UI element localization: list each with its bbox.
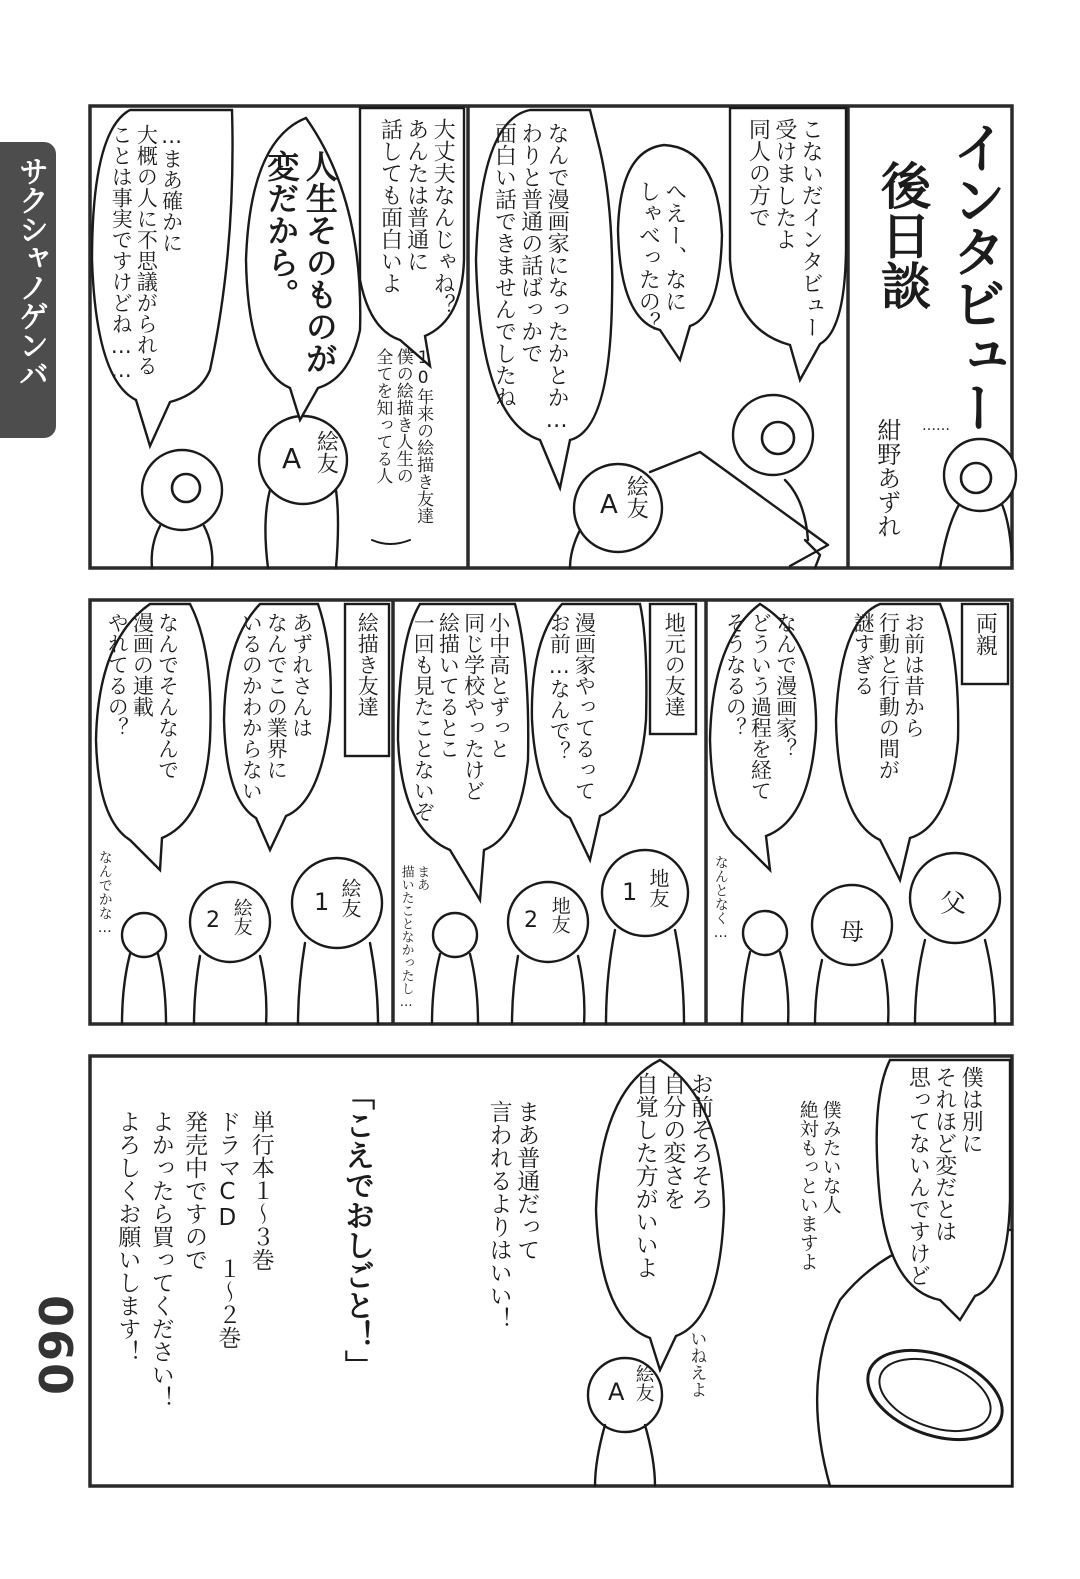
text-local-1: 漫画家やってるって お前…なんで？ [547, 612, 597, 801]
note-arrow [372, 540, 410, 544]
author-figure-local [432, 913, 478, 1024]
artist-label-2: 絵友 [230, 898, 253, 936]
title-line1: インタビュー [943, 120, 1007, 432]
text-parents-2: なんで漫画家？ どういう過程を経て そうなるの？ [723, 612, 798, 801]
page-number: 060 [28, 1295, 82, 1398]
father-figure [910, 853, 1000, 1024]
friend-mark-desk: A [600, 490, 618, 520]
local-label-1: 地友 [646, 868, 670, 908]
friend-mark-row3: A [608, 1378, 625, 1406]
reply-local: まあ 描いたことなかったし… [398, 865, 430, 1010]
text-parents-1: お前は昔から 行動と行動の間が 謎すぎる [851, 612, 926, 780]
local-label-2: 地友 [548, 896, 571, 934]
artist-mark-1: 1 [314, 888, 330, 916]
reply-parents: なんとなく… [712, 855, 729, 941]
promo-title: 「こえでおしごと！」 [339, 1080, 374, 1380]
text-row1-5: 人生そのものが 変だから。 [262, 150, 339, 374]
author-figure-parents [742, 911, 788, 1024]
local-friend-1 [602, 850, 688, 1024]
text-row3-reply: まあ普通だって 言われるよりはいい！ [485, 1100, 540, 1330]
mother-figure [812, 885, 892, 1024]
text-artists-2: なんでそんなんで 漫画の連載 やれてるの？ [105, 612, 180, 780]
series-title: サクシャノゲンバ [13, 156, 48, 388]
author-name: 紺野あずれ [872, 418, 901, 538]
text-artists-1: あずれさんは なんでこの業界に いるのかわからない [239, 612, 314, 801]
title-ellipsis: …… [922, 418, 950, 434]
text-row3-aside: 僕みたいな人 絶対もっといますよ [796, 1100, 842, 1271]
promo-lines: 単行本１〜３巻 ドラマCD １〜２巻 発売中ですので よかったら買ってください！ よろしくお願いします！ [114, 1110, 274, 1409]
artist-label-1: 絵友 [338, 878, 362, 918]
friend-mark-left: A [282, 442, 302, 475]
caption-parents: 両親 [972, 612, 998, 656]
author-figure-left [142, 450, 222, 568]
reply-artists: なんでかな… [96, 850, 113, 936]
caption-local: 地元の友達 [662, 612, 687, 717]
friend-label-row3: 絵友 [632, 1364, 655, 1402]
title-line2: 後日談 [873, 160, 931, 310]
text-row1-6: …まあ確かに 大概の人に不思議がられる ことは事実ですけどね…… [109, 124, 184, 382]
text-row1-4: 大丈夫なんじゃね？ あんたは普通に 話しても面白いよ [377, 118, 456, 316]
text-row3-friend-aside: いねえよ [686, 1330, 707, 1398]
mother-label: 母 [840, 918, 864, 946]
father-label: 父 [940, 889, 967, 919]
caption-artists: 絵描き友達 [355, 612, 380, 717]
text-row1-1: こないだインタビュー 受けましたよ 同人の方で [745, 118, 824, 338]
text-row3-2: お前そろそろ 自分の変さを 自覚した方がいいよ [631, 1072, 713, 1279]
artist-friend-1 [292, 858, 382, 1024]
author-figure-artists [122, 913, 166, 1024]
friend-note: 10年来の絵描き友達 僕の絵描き人生の 全てを知ってる人 [372, 348, 434, 524]
text-row3-1: 僕は別に それほど変だとは 思ってないんですけど [905, 1066, 984, 1286]
text-row1-3: なんで漫画家になったかとか… わりと普通の話ばっかで 面白い話できませんでしたね [491, 122, 570, 433]
author-figure-desk [733, 395, 813, 540]
local-mark-1: 1 [622, 878, 638, 906]
text-local-2: 小中高とずっと 同じ学校やったけど 絵描いてるとこ 一回も見たことないぞ [411, 612, 511, 822]
friend-label-left: 絵友 [313, 430, 339, 474]
author-figure-title [940, 439, 1016, 568]
local-mark-2: 2 [524, 908, 538, 933]
artist-mark-2: 2 [206, 908, 220, 933]
text-row1-2: へえー、なに しゃべったの？ [635, 180, 687, 334]
friend-label-desk: 絵友 [623, 475, 649, 519]
